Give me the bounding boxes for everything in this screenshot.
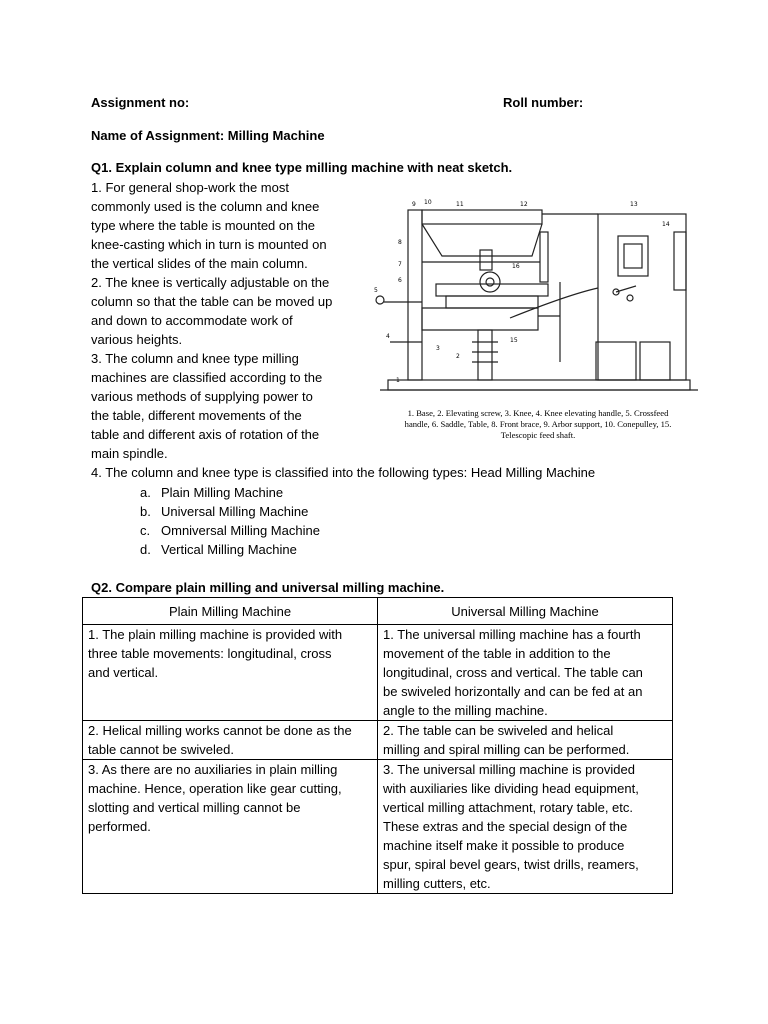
callout-label: 4 [386, 333, 390, 340]
caption-line: handle, 6. Saddle, Table, 8. Front brace, 9. Arbor support, 10. Conepulley, 15. [404, 419, 672, 429]
saddle-shape [446, 296, 538, 308]
callout-label: 14 [662, 221, 670, 228]
cell-line: spur, spiral bevel gears, twist drills, reamers, [383, 857, 639, 872]
column-header: Plain Milling Machine [83, 598, 378, 625]
cell-line: milling cutters, etc. [383, 876, 491, 891]
list-marker: c. [140, 523, 151, 538]
cell-line: table cannot be swiveled. [88, 742, 234, 757]
list-marker: a. [140, 485, 151, 500]
cell-line: movement of the table in addition to the [383, 646, 611, 661]
q1-question: Q1. Explain column and knee type milling machine with neat sketch. [91, 160, 513, 175]
knee-shape [422, 308, 538, 330]
callout-label: 5 [374, 287, 378, 294]
q2-question: Q2. Compare plain milling and universal milling machine. [91, 580, 445, 595]
caption-line: Telescopic feed shaft. [500, 430, 576, 440]
table-header-row [83, 598, 673, 625]
elevating-screw [478, 330, 492, 380]
cell-line: slotting and vertical milling cannot be [88, 800, 301, 815]
text-line: the vertical slides of the main column. [91, 256, 308, 271]
text-line: column so that the table can be moved up [91, 294, 333, 309]
table-cell [378, 760, 673, 894]
text-line: commonly used is the column and knee [91, 199, 320, 214]
callout-label: 13 [630, 201, 638, 208]
cell-line: 2. Helical milling works cannot be done as the [88, 723, 352, 738]
comparison-table [82, 597, 673, 894]
callout-label: 16 [512, 263, 520, 270]
callout-label: 3 [436, 345, 440, 352]
text-line: knee-casting which in turn is mounted on [91, 237, 327, 252]
list-item-label: Plain Milling Machine [161, 485, 284, 500]
caption-line: 1. Base, 2. Elevating screw, 3. Knee, 4. Knee elevating handle, 5. Crossfeed [407, 408, 669, 418]
list-item [140, 540, 320, 559]
cell-line: 2. The table can be swiveled and helical [383, 723, 614, 738]
table-cell [378, 721, 673, 760]
table-cell [83, 721, 378, 760]
cell-line: machine itself make it possible to produce [383, 838, 625, 853]
cell-line: These extras and the special design of the [383, 819, 628, 834]
cell-line: and vertical. [88, 665, 159, 680]
list-item [140, 483, 320, 502]
table-cell [83, 625, 378, 721]
text-line: table and different axis of rotation of the [91, 427, 320, 442]
q1-paragraph-4: 4. The column and knee type is classified into the following types: Head Milling Machine [91, 465, 596, 480]
table-row [83, 625, 673, 721]
cell-line: with auxiliaries like dividing head equipment, [383, 781, 639, 796]
column-shape [408, 210, 422, 380]
text-line: the table, different movements of the [91, 408, 302, 423]
text-line: 2. The knee is vertically adjustable on the [91, 275, 330, 290]
text-line: 3. The column and knee type milling [91, 351, 299, 366]
cell-line: 1. The universal milling machine has a fourth [383, 627, 641, 642]
roll-number-label: Roll number: [503, 95, 584, 110]
text-line: machines are classified according to the [91, 370, 323, 385]
list-item-label: Vertical Milling Machine [161, 542, 297, 557]
callout-label: 10 [424, 199, 432, 206]
cell-line: machine. Hence, operation like gear cutting, [88, 781, 342, 796]
text-line: 1. For general shop-work the most [91, 180, 289, 195]
base-shape [388, 380, 690, 390]
cone-pulley [618, 236, 648, 276]
text-line: and down to accommodate work of [91, 313, 293, 328]
callout-label: 9 [412, 201, 416, 208]
table-cell [83, 760, 378, 894]
list-item [140, 502, 320, 521]
cell-line: milling and spiral milling can be performed. [383, 742, 630, 757]
cell-line: vertical milling attachment, rotary table, etc. [383, 800, 633, 815]
milling-types-list [140, 483, 320, 559]
table-row [83, 721, 673, 760]
callout-label: 2 [456, 353, 460, 360]
assignment-name: Name of Assignment: Milling Machine [91, 128, 325, 143]
callout-label: 15 [510, 337, 518, 344]
callout-label: 6 [398, 277, 402, 284]
cell-line: 3. The universal milling machine is provided [383, 762, 635, 777]
column-header: Universal Milling Machine [378, 598, 673, 625]
text-line: various methods of supplying power to [91, 389, 313, 404]
text-line: main spindle. [91, 446, 168, 461]
cell-line: angle to the milling machine. [383, 703, 548, 718]
callout-label: 7 [398, 261, 402, 268]
list-item-label: Omniversal Milling Machine [161, 523, 320, 538]
callout-label: 1 [396, 377, 400, 384]
callout-label: 8 [398, 239, 402, 246]
table-row [83, 760, 673, 894]
callout-label: 12 [520, 201, 528, 208]
cell-line: three table movements: longitudinal, cross [88, 646, 332, 661]
figure-caption [359, 408, 717, 441]
callout-label: 11 [456, 201, 464, 208]
cell-line: 1. The plain milling machine is provided with [88, 627, 343, 642]
machine-drawing [360, 192, 716, 407]
overarm-shape [422, 210, 542, 224]
cell-line: performed. [88, 819, 151, 834]
cell-line: longitudinal, cross and vertical. The table can [383, 665, 643, 680]
cell-line: be swiveled horizontally and can be fed at an [383, 684, 643, 699]
q1-paragraph-3 [91, 349, 361, 463]
q1-paragraph-2 [91, 273, 361, 349]
list-marker: b. [140, 504, 151, 519]
table-cell [378, 625, 673, 721]
drive-housing [598, 214, 686, 380]
cell-line: 3. As there are no auxiliaries in plain milling [88, 762, 338, 777]
text-line: type where the table is mounted on the [91, 218, 316, 233]
assignment-no-label: Assignment no: [91, 95, 190, 110]
list-item-label: Universal Milling Machine [161, 504, 309, 519]
text-line: various heights. [91, 332, 183, 347]
list-item [140, 521, 320, 540]
q1-paragraph-1 [91, 178, 361, 273]
list-marker: d. [140, 542, 151, 557]
